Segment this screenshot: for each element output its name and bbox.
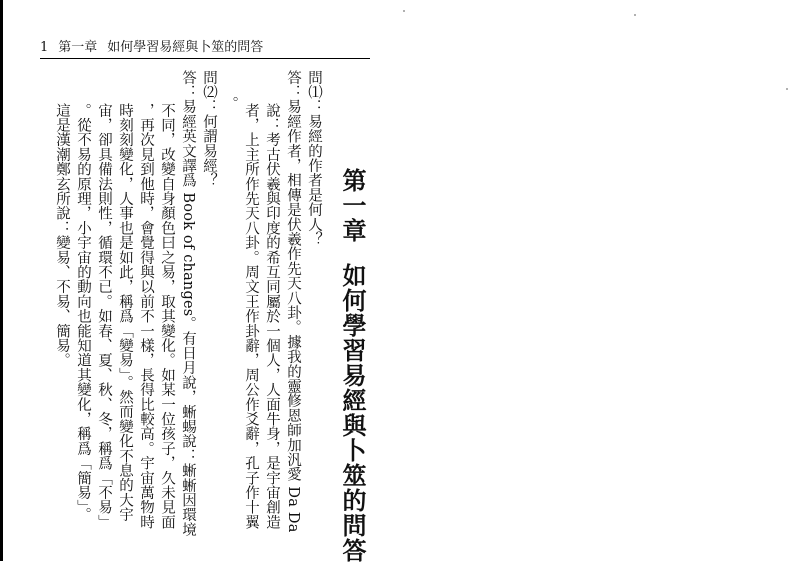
answer-1-line-1: 答：易經作者，相傳是伏羲作先天八卦。據我的靈修恩師加汎愛 Da Da (285, 70, 301, 533)
scan-speck (403, 10, 405, 12)
answer-1-line-4: 。 (222, 96, 238, 111)
answer-2-line-2: 不同，改變自身顏色曰之易，取其變化。如某一位孩子，久未見面 (159, 103, 175, 530)
question-2: 問⑵：何謂易經？ (201, 70, 217, 188)
header-chapter-label: 第一章 (58, 40, 98, 55)
chapter-title-label: 第一章 (338, 168, 366, 243)
answer-2-line-4: 時刻刻變化，人事也是如此，稱爲「變易」。然而變化不息的大宇 (117, 103, 133, 523)
answer-2-line-3: ，再次見到他時，會覺得與以前不一樣，長得比較高。宇宙萬物時 (138, 103, 154, 530)
answer-2-line-6: 。從不易的原理，小宇宙的動向也能知道其變化，稱爲「簡易」。 (75, 103, 91, 523)
scan-speck (786, 88, 788, 90)
answer-1-line-3: 者，上主所作先天八卦。周文王作卦辭，周公作爻辭，孔子作十翼 (243, 103, 259, 530)
answer-2-line-7: 這是漢潮鄭玄所說：變易、不易、簡易。 (54, 103, 70, 368)
scan-speck (634, 14, 636, 16)
answer-2-line-5: 宙，卻具備法則性，循環不已。如春、夏、秋、冬，稱爲「不易」 (96, 103, 112, 530)
running-header (40, 40, 370, 59)
page-edge (0, 0, 3, 561)
header-chapter-name: 如何學習易經與卜筮的問答 (107, 40, 264, 55)
question-1: 問⑴：易經的作者是何人？ (306, 70, 322, 247)
page-number: 1 (40, 40, 49, 55)
answer-2-line-1: 答：易經英文譯爲 Book of changes。有日月說，蜥蜴說：蜥蜥因環境 (180, 70, 196, 537)
answer-1-line-2: 說：考古伏羲與印度的希互同屬於一個人，人面牛身，是宇宙創造 (264, 103, 280, 530)
chapter-title (335, 168, 370, 563)
chapter-title-name: 如何學習易經與卜筮的問答 (338, 263, 366, 563)
